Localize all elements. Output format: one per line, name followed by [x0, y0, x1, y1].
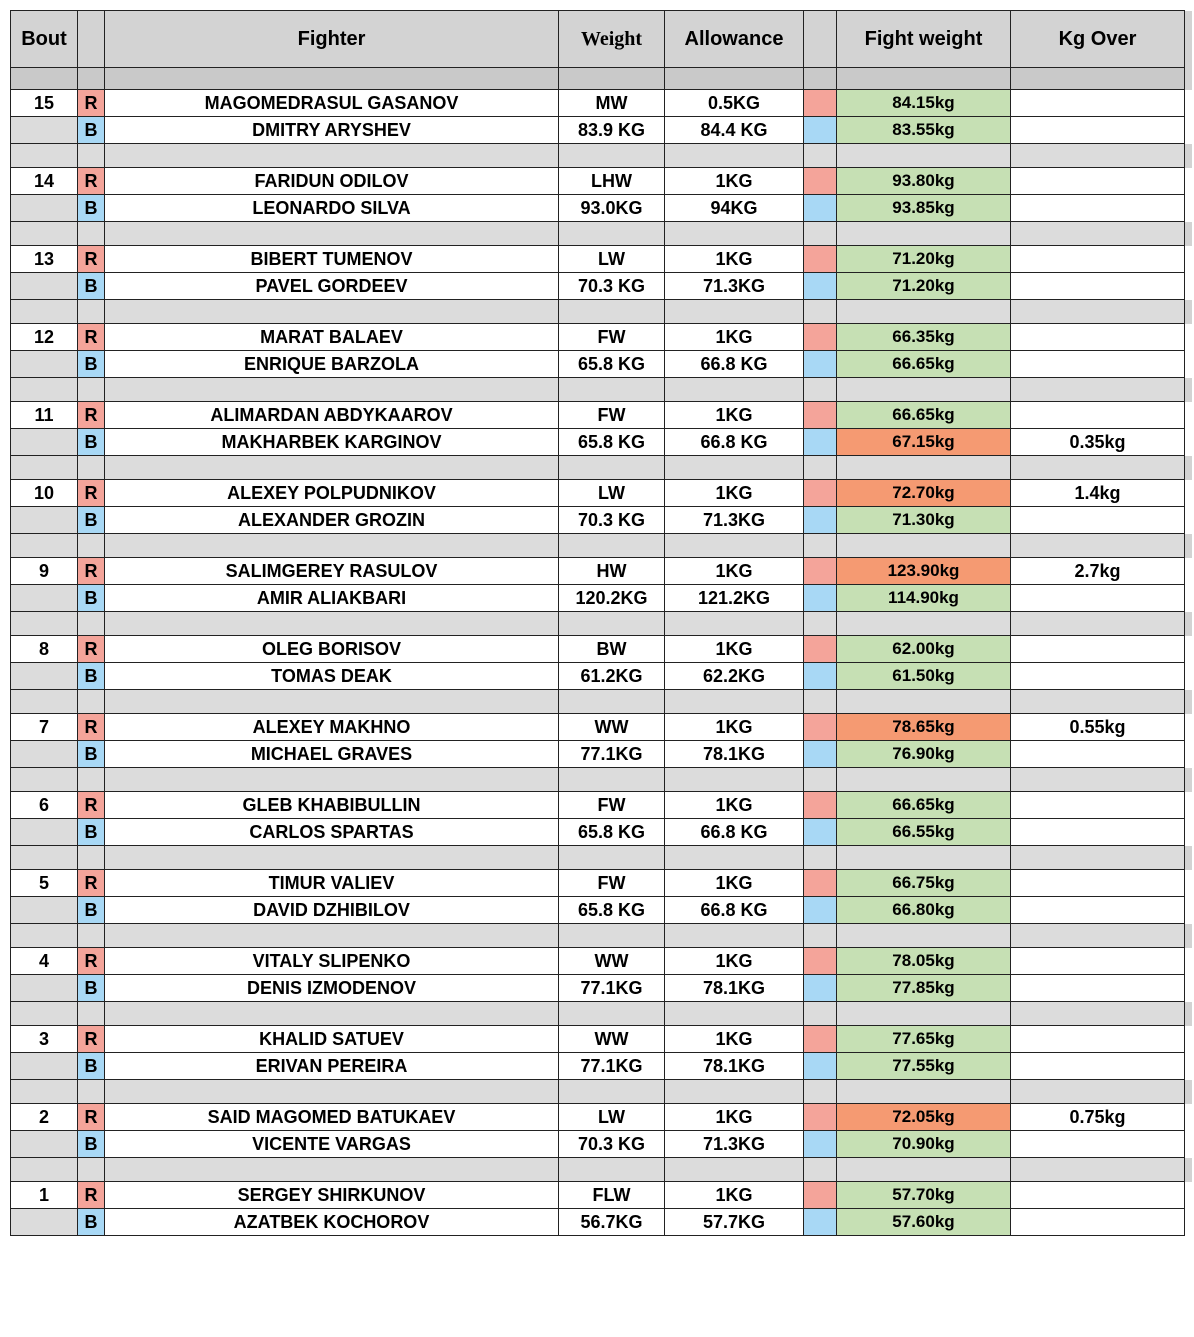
header-fight-weight: Fight weight — [837, 11, 1011, 68]
bout-number: 11 — [11, 402, 78, 429]
bout-number: 8 — [11, 636, 78, 663]
corner-color-swatch — [804, 507, 837, 534]
bout-number — [11, 1053, 78, 1080]
fighter-row-blue — [11, 819, 1192, 846]
allowance: 71.3KG — [665, 507, 804, 534]
bout-number — [11, 1209, 78, 1236]
fighter-name: CARLOS SPARTAS — [105, 819, 559, 846]
fight-weight: 62.00kg — [837, 636, 1011, 663]
corner-color-swatch — [804, 558, 837, 585]
separator-row — [11, 534, 1192, 558]
fighter-row-red — [11, 1026, 1192, 1053]
fighter-name: LEONARDO SILVA — [105, 195, 559, 222]
corner-blue-badge: B — [78, 663, 105, 690]
corner-red-badge: R — [78, 1104, 105, 1131]
bout-number — [11, 429, 78, 456]
fighter-row-blue — [11, 273, 1192, 300]
corner-color-swatch — [804, 792, 837, 819]
separator-row — [11, 768, 1192, 792]
weight-class: 65.8 KG — [559, 351, 665, 378]
weight-class: 61.2KG — [559, 663, 665, 690]
corner-blue-badge: B — [78, 351, 105, 378]
kg-over — [1011, 1053, 1185, 1080]
fighter-name: TIMUR VALIEV — [105, 870, 559, 897]
fight-weight: 77.55kg — [837, 1053, 1011, 1080]
corner-red-badge: R — [78, 168, 105, 195]
bout-number: 5 — [11, 870, 78, 897]
allowance: 1KG — [665, 792, 804, 819]
fight-weight: 57.70kg — [837, 1182, 1011, 1209]
allowance: 1KG — [665, 168, 804, 195]
fighter-row-red — [11, 870, 1192, 897]
fighter-name: DMITRY ARYSHEV — [105, 117, 559, 144]
corner-red-badge: R — [78, 1182, 105, 1209]
allowance: 71.3KG — [665, 273, 804, 300]
fight-weight: 72.70kg — [837, 480, 1011, 507]
bout-number: 7 — [11, 714, 78, 741]
fight-weight: 57.60kg — [837, 1209, 1011, 1236]
corner-color-swatch — [804, 1182, 837, 1209]
header-row — [11, 11, 1192, 68]
fighter-name: ALIMARDAN ABDYKAAROV — [105, 402, 559, 429]
kg-over — [1011, 168, 1185, 195]
allowance: 121.2KG — [665, 585, 804, 612]
fighter-name: VICENTE VARGAS — [105, 1131, 559, 1158]
kg-over — [1011, 1182, 1185, 1209]
bout-number — [11, 1131, 78, 1158]
header-kg-over: Kg Over — [1011, 11, 1185, 68]
fighter-row-red — [11, 168, 1192, 195]
fighter-name: DAVID DZHIBILOV — [105, 897, 559, 924]
bout-number — [11, 975, 78, 1002]
fighter-row-blue — [11, 975, 1192, 1002]
fighter-name: SALIMGEREY RASULOV — [105, 558, 559, 585]
subheader-row — [11, 68, 1192, 90]
fighter-name: ENRIQUE BARZOLA — [105, 351, 559, 378]
kg-over: 2.7kg — [1011, 558, 1185, 585]
kg-over — [1011, 585, 1185, 612]
kg-over — [1011, 90, 1185, 117]
corner-blue-badge: B — [78, 195, 105, 222]
allowance: 84.4 KG — [665, 117, 804, 144]
weight-class: WW — [559, 714, 665, 741]
allowance: 1KG — [665, 636, 804, 663]
corner-red-badge: R — [78, 558, 105, 585]
weight-class: LW — [559, 1104, 665, 1131]
fight-weight: 70.90kg — [837, 1131, 1011, 1158]
corner-blue-badge: B — [78, 1209, 105, 1236]
kg-over — [1011, 792, 1185, 819]
bout-number: 9 — [11, 558, 78, 585]
separator-row — [11, 222, 1192, 246]
fighter-name: ALEXANDER GROZIN — [105, 507, 559, 534]
weight-class: FLW — [559, 1182, 665, 1209]
fighter-row-blue — [11, 117, 1192, 144]
allowance: 66.8 KG — [665, 429, 804, 456]
allowance: 1KG — [665, 1026, 804, 1053]
corner-color-swatch — [804, 948, 837, 975]
fighter-name: ERIVAN PEREIRA — [105, 1053, 559, 1080]
bout-number — [11, 897, 78, 924]
fighter-name: DENIS IZMODENOV — [105, 975, 559, 1002]
weight-class: 70.3 KG — [559, 273, 665, 300]
fight-weight: 93.80kg — [837, 168, 1011, 195]
allowance: 57.7KG — [665, 1209, 804, 1236]
corner-color-swatch — [804, 585, 837, 612]
bout-number — [11, 117, 78, 144]
allowance: 1KG — [665, 480, 804, 507]
bout-number — [11, 351, 78, 378]
kg-over — [1011, 636, 1185, 663]
corner-blue-badge: B — [78, 897, 105, 924]
corner-color-swatch — [804, 1053, 837, 1080]
allowance: 0.5KG — [665, 90, 804, 117]
allowance: 94KG — [665, 195, 804, 222]
fighter-name: AMIR ALIAKBARI — [105, 585, 559, 612]
corner-blue-badge: B — [78, 819, 105, 846]
separator-row — [11, 924, 1192, 948]
bout-number: 2 — [11, 1104, 78, 1131]
corner-color-swatch — [804, 324, 837, 351]
bout-number: 14 — [11, 168, 78, 195]
allowance: 1KG — [665, 324, 804, 351]
separator-row — [11, 144, 1192, 168]
weight-class: FW — [559, 324, 665, 351]
corner-color-swatch — [804, 714, 837, 741]
fighter-row-red — [11, 558, 1192, 585]
kg-over — [1011, 741, 1185, 768]
bout-number — [11, 195, 78, 222]
allowance: 1KG — [665, 558, 804, 585]
weight-class: 56.7KG — [559, 1209, 665, 1236]
weight-class: WW — [559, 948, 665, 975]
weight-class: 120.2KG — [559, 585, 665, 612]
weight-class: 77.1KG — [559, 1053, 665, 1080]
corner-color-swatch — [804, 975, 837, 1002]
allowance: 66.8 KG — [665, 351, 804, 378]
separator-row — [11, 1002, 1192, 1026]
fight-weight: 77.85kg — [837, 975, 1011, 1002]
corner-red-badge: R — [78, 870, 105, 897]
fight-weight: 93.85kg — [837, 195, 1011, 222]
fight-weight: 71.30kg — [837, 507, 1011, 534]
weight-class: 65.8 KG — [559, 897, 665, 924]
separator-row — [11, 456, 1192, 480]
weight-class: 70.3 KG — [559, 1131, 665, 1158]
weight-class: FW — [559, 792, 665, 819]
corner-color-swatch — [804, 480, 837, 507]
fight-weight: 78.65kg — [837, 714, 1011, 741]
kg-over — [1011, 246, 1185, 273]
kg-over — [1011, 402, 1185, 429]
kg-over: 1.4kg — [1011, 480, 1185, 507]
fight-weight: 66.35kg — [837, 324, 1011, 351]
fight-weight: 66.75kg — [837, 870, 1011, 897]
fight-weight: 114.90kg — [837, 585, 1011, 612]
corner-red-badge: R — [78, 324, 105, 351]
kg-over — [1011, 819, 1185, 846]
fight-weight: 83.55kg — [837, 117, 1011, 144]
weight-class: 65.8 KG — [559, 429, 665, 456]
corner-red-badge: R — [78, 402, 105, 429]
fighter-row-blue — [11, 1209, 1192, 1236]
kg-over — [1011, 273, 1185, 300]
fighter-row-blue — [11, 741, 1192, 768]
bout-number: 1 — [11, 1182, 78, 1209]
weight-class: 93.0KG — [559, 195, 665, 222]
kg-over — [1011, 975, 1185, 1002]
fight-weight: 67.15kg — [837, 429, 1011, 456]
fighter-row-blue — [11, 195, 1192, 222]
kg-over — [1011, 1209, 1185, 1236]
fight-weight: 71.20kg — [837, 273, 1011, 300]
table-edge — [1185, 11, 1192, 68]
kg-over — [1011, 663, 1185, 690]
kg-over — [1011, 1026, 1185, 1053]
corner-blue-badge: B — [78, 1053, 105, 1080]
allowance: 78.1KG — [665, 1053, 804, 1080]
corner-blue-badge: B — [78, 507, 105, 534]
kg-over — [1011, 897, 1185, 924]
bout-number — [11, 819, 78, 846]
allowance: 1KG — [665, 948, 804, 975]
kg-over — [1011, 195, 1185, 222]
fighter-row-red — [11, 636, 1192, 663]
corner-blue-badge: B — [78, 741, 105, 768]
corner-color-swatch — [804, 1209, 837, 1236]
bout-number: 10 — [11, 480, 78, 507]
fighter-name: MAGOMEDRASUL GASANOV — [105, 90, 559, 117]
fighter-name: VITALY SLIPENKO — [105, 948, 559, 975]
corner-color-swatch — [804, 117, 837, 144]
weight-class: BW — [559, 636, 665, 663]
fighter-row-red — [11, 246, 1192, 273]
fight-weight: 66.65kg — [837, 402, 1011, 429]
fighter-row-red — [11, 90, 1192, 117]
fighter-name: MARAT BALAEV — [105, 324, 559, 351]
weight-class: FW — [559, 870, 665, 897]
weight-class: LW — [559, 246, 665, 273]
fighter-name: OLEG BORISOV — [105, 636, 559, 663]
weight-class: HW — [559, 558, 665, 585]
fighter-name: SERGEY SHIRKUNOV — [105, 1182, 559, 1209]
fighter-row-blue — [11, 663, 1192, 690]
corner-color-swatch — [804, 168, 837, 195]
fighter-row-red — [11, 792, 1192, 819]
bout-number: 3 — [11, 1026, 78, 1053]
bout-number: 6 — [11, 792, 78, 819]
corner-color-swatch — [804, 195, 837, 222]
kg-over — [1011, 117, 1185, 144]
fighter-name: FARIDUN ODILOV — [105, 168, 559, 195]
weight-class: FW — [559, 402, 665, 429]
separator-row — [11, 1158, 1192, 1182]
fight-weight: 76.90kg — [837, 741, 1011, 768]
corner-color-swatch — [804, 429, 837, 456]
header-corner — [78, 11, 105, 68]
corner-blue-badge: B — [78, 429, 105, 456]
weight-class: MW — [559, 90, 665, 117]
corner-red-badge: R — [78, 246, 105, 273]
fighter-name: MAKHARBEK KARGINOV — [105, 429, 559, 456]
bout-number: 4 — [11, 948, 78, 975]
header-fighter: Fighter — [105, 11, 559, 68]
fighter-name: AZATBEK KOCHOROV — [105, 1209, 559, 1236]
bout-number — [11, 585, 78, 612]
fight-weight: 84.15kg — [837, 90, 1011, 117]
weight-class: 65.8 KG — [559, 819, 665, 846]
corner-color-swatch — [804, 246, 837, 273]
fighter-name: MICHAEL GRAVES — [105, 741, 559, 768]
fighter-row-red — [11, 1182, 1192, 1209]
kg-over — [1011, 324, 1185, 351]
bout-number — [11, 507, 78, 534]
bout-number — [11, 273, 78, 300]
corner-color-swatch — [804, 402, 837, 429]
fighter-row-blue — [11, 429, 1192, 456]
fighter-row-red — [11, 714, 1192, 741]
allowance: 78.1KG — [665, 975, 804, 1002]
fighter-name: KHALID SATUEV — [105, 1026, 559, 1053]
corner-blue-badge: B — [78, 585, 105, 612]
weight-class: LHW — [559, 168, 665, 195]
fight-weight: 78.05kg — [837, 948, 1011, 975]
fighter-name: BIBERT TUMENOV — [105, 246, 559, 273]
kg-over — [1011, 948, 1185, 975]
separator-row — [11, 378, 1192, 402]
corner-blue-badge: B — [78, 975, 105, 1002]
separator-row — [11, 300, 1192, 324]
kg-over — [1011, 1131, 1185, 1158]
bout-number: 13 — [11, 246, 78, 273]
corner-color-swatch — [804, 741, 837, 768]
fighter-name: TOMAS DEAK — [105, 663, 559, 690]
corner-color-swatch — [804, 663, 837, 690]
corner-red-badge: R — [78, 714, 105, 741]
allowance: 1KG — [665, 870, 804, 897]
fight-weight: 66.65kg — [837, 351, 1011, 378]
corner-color-swatch — [804, 897, 837, 924]
fight-weight: 123.90kg — [837, 558, 1011, 585]
separator-row — [11, 846, 1192, 870]
weight-class: WW — [559, 1026, 665, 1053]
corner-color-swatch — [804, 273, 837, 300]
fight-weight: 71.20kg — [837, 246, 1011, 273]
weight-class: 77.1KG — [559, 741, 665, 768]
header-swatch — [804, 11, 837, 68]
corner-color-swatch — [804, 1104, 837, 1131]
corner-red-badge: R — [78, 792, 105, 819]
weigh-in-table — [10, 10, 1192, 1236]
bout-number: 15 — [11, 90, 78, 117]
bout-number — [11, 741, 78, 768]
fighter-row-red — [11, 324, 1192, 351]
corner-red-badge: R — [78, 90, 105, 117]
corner-blue-badge: B — [78, 273, 105, 300]
allowance: 1KG — [665, 246, 804, 273]
corner-color-swatch — [804, 1026, 837, 1053]
fighter-row-red — [11, 402, 1192, 429]
fighter-name: ALEXEY POLPUDNIKOV — [105, 480, 559, 507]
kg-over: 0.55kg — [1011, 714, 1185, 741]
fighter-name: GLEB KHABIBULLIN — [105, 792, 559, 819]
corner-color-swatch — [804, 90, 837, 117]
fighter-row-blue — [11, 1131, 1192, 1158]
corner-red-badge: R — [78, 636, 105, 663]
corner-color-swatch — [804, 636, 837, 663]
fighter-name: SAID MAGOMED BATUKAEV — [105, 1104, 559, 1131]
kg-over: 0.35kg — [1011, 429, 1185, 456]
fighter-name: PAVEL GORDEEV — [105, 273, 559, 300]
corner-color-swatch — [804, 1131, 837, 1158]
fighter-row-red — [11, 480, 1192, 507]
corner-red-badge: R — [78, 1026, 105, 1053]
fight-weight: 66.80kg — [837, 897, 1011, 924]
fighter-row-red — [11, 948, 1192, 975]
fighter-row-blue — [11, 585, 1192, 612]
weight-class: 83.9 KG — [559, 117, 665, 144]
kg-over: 0.75kg — [1011, 1104, 1185, 1131]
fight-weight: 66.55kg — [837, 819, 1011, 846]
allowance: 71.3KG — [665, 1131, 804, 1158]
fight-weight: 66.65kg — [837, 792, 1011, 819]
fighter-name: ALEXEY MAKHNO — [105, 714, 559, 741]
bout-number: 12 — [11, 324, 78, 351]
corner-red-badge: R — [78, 948, 105, 975]
corner-color-swatch — [804, 351, 837, 378]
allowance: 1KG — [665, 1182, 804, 1209]
allowance: 1KG — [665, 402, 804, 429]
corner-color-swatch — [804, 870, 837, 897]
header-bout: Bout — [11, 11, 78, 68]
corner-blue-badge: B — [78, 1131, 105, 1158]
corner-red-badge: R — [78, 480, 105, 507]
allowance: 1KG — [665, 714, 804, 741]
header-weight: Weight — [559, 11, 665, 68]
separator-row — [11, 612, 1192, 636]
allowance: 66.8 KG — [665, 819, 804, 846]
fight-weight: 77.65kg — [837, 1026, 1011, 1053]
weight-class: 77.1KG — [559, 975, 665, 1002]
fighter-row-blue — [11, 507, 1192, 534]
allowance: 66.8 KG — [665, 897, 804, 924]
fight-weight: 72.05kg — [837, 1104, 1011, 1131]
fighter-row-blue — [11, 351, 1192, 378]
separator-row — [11, 690, 1192, 714]
header-allowance: Allowance — [665, 11, 804, 68]
allowance: 78.1KG — [665, 741, 804, 768]
weight-class: 70.3 KG — [559, 507, 665, 534]
kg-over — [1011, 870, 1185, 897]
bout-number — [11, 663, 78, 690]
fight-weight: 61.50kg — [837, 663, 1011, 690]
fighter-row-blue — [11, 897, 1192, 924]
weight-class: LW — [559, 480, 665, 507]
allowance: 1KG — [665, 1104, 804, 1131]
corner-blue-badge: B — [78, 117, 105, 144]
kg-over — [1011, 507, 1185, 534]
allowance: 62.2KG — [665, 663, 804, 690]
separator-row — [11, 1080, 1192, 1104]
fighter-row-blue — [11, 1053, 1192, 1080]
corner-color-swatch — [804, 819, 837, 846]
kg-over — [1011, 351, 1185, 378]
fighter-row-red — [11, 1104, 1192, 1131]
